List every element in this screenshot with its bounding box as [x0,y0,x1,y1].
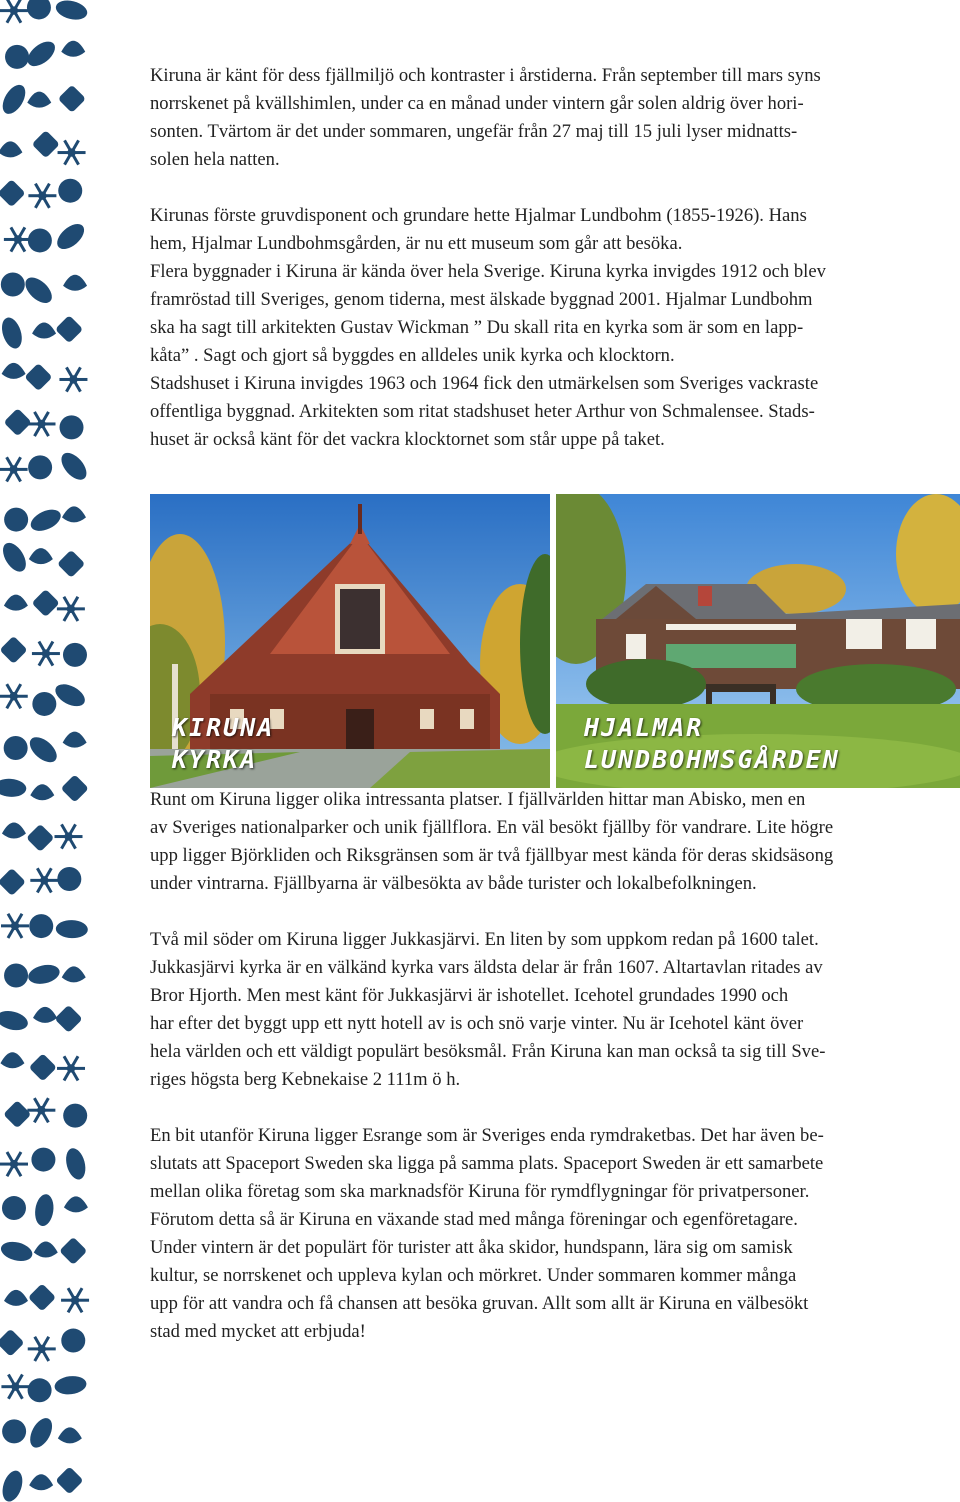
church-caption: KIRUNA KYRKA [172,713,275,774]
nordic-pattern-border-icon [0,0,100,1502]
paragraph-buildings: Kirunas förste gruvdisponent och grundare hette Hjalmar Lundbohm (1855-1926). Hans hem, Hjalmar Lundbohmsgården, är nu ett museum som går att besöka. Flera byggnader i Kiruna är kända över hela Sverige. Kiruna kyrka invigdes 1912 och blev framröstad till Sveriges, genom tiderna, mest älskade byggnad 2001. Hjalmar Lundbohm ska ha sagt till arkitekten Gustav Wickman ” Du skall rita en kyrka som är som en lapp- kåta” . Sagt och gjort så byggdes en alldeles unik kyrka och klocktorn. Stadshuset i Kiruna invigdes 1963 och 1964 fick den utmärkelsen som Sveriges vackraste offentliga byggnad. Arkitekten som ritat stadshuset heter Arthur von Schmalensee. Stads- huset är också känt för det vackra klocktornet som står uppe på taket. [150,205,826,450]
lundbohmsgarden-photo [556,494,960,788]
paragraph-surroundings: Runt om Kiruna ligger olika intressanta platser. I fjällvärlden hittar man Abisko, men en av Sveriges nationalparker och unik fjällflora. En väl besökt fjällby för vandrare. Lite högre upp ligger Björkliden och Riksgränsen som är två fjällbyar mest kända för deras skidsäsong under vintrarna. Fjällbyarna är välbesökta av både turister och lokalbefolkningen. [150,789,834,894]
paragraph-esrange: En bit utanför Kiruna ligger Esrange som är Sveriges enda rymdraketbas. Det har även be- slutats att Spaceport Sweden ska ligga på samma plats. Spaceport Sweden är ett samarbete mellan olika företag som ska marknadsför Kiruna för rymdflygningar för privatpersoner. Förutom detta så är Kiruna en växande stad med många föreningar och egenföretagare. Under vintern är det populärt för turister att åka skidor, hundspann, lära sig om samisk kultur, se norrskenet och uppleva kylan och mörkret. Under sommaren kommer många upp för att vandra och få chansen att besöka gruvan. Allt som allt är Kiruna en välbesökt stad med mycket att erbjuda! [150,1125,824,1342]
paragraph-jukkasjarvi: Två mil söder om Kiruna ligger Jukkasjärvi. En liten by som uppkom redan på 1600 talet. Jukkasjärvi kyrka är en välkänd kyrka vars äldsta delar är från 1607. Altartavlan ritades av Bror Hjorth. Men mest känt för Jukkasjärvi är ishotellet. Icehotel grundades 1990 och har efter det byggt upp ett nytt hotell av is och snö varje vinter. Nu är Icehotel känt över hela världen och ett väldigt populärt besöksmål. Från Kiruna kan man också ta sig till Sve- riges högsta berg Kebnekaise 2 111m ö h. [150,929,826,1090]
kiruna-church-photo [150,494,550,788]
decorative-border [0,0,100,1502]
lundbohmsgarden-caption: HJALMAR LUNDBOHMSGÅRDEN [584,713,840,774]
paragraph-climate: Kiruna är känt för dess fjällmiljö och kontraster i årstiderna. Från september till mars syns norrskenet på kvällshimlen, under ca en månad under vintern går solen aldrig över hori- sonten. Tvärtom är det under sommaren, ungefär från 27 maj till 15 juli lyser midnatts- solen hela natten. [150,65,821,170]
